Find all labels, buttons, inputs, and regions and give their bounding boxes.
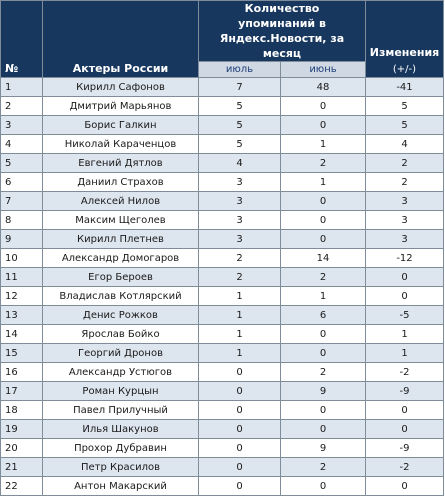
cell-number: 1 [1,78,43,97]
cell-number: 15 [1,344,43,363]
cell-june: 9 [281,382,366,401]
table-row [1,268,444,287]
cell-june: 0 [281,325,366,344]
cell-change: 1 [366,325,444,344]
table-body [1,78,444,496]
cell-change: -5 [366,306,444,325]
cell-number: 4 [1,135,43,154]
table-row [1,287,444,306]
cell-july: 1 [199,325,281,344]
cell-june: 0 [281,230,366,249]
cell-actor: Владислав Котлярский [43,287,199,306]
cell-number: 18 [1,401,43,420]
table-row [1,230,444,249]
table-row [1,439,444,458]
cell-june: 2 [281,268,366,287]
table-row [1,249,444,268]
table-row [1,135,444,154]
cell-june: 0 [281,97,366,116]
cell-july: 0 [199,439,281,458]
table-row [1,173,444,192]
cell-number: 6 [1,173,43,192]
cell-number: 19 [1,420,43,439]
cell-june: 0 [281,401,366,420]
table-row [1,306,444,325]
cell-june: 0 [281,344,366,363]
column-header-actor: Актеры России [43,1,199,78]
cell-number: 2 [1,97,43,116]
cell-july: 0 [199,382,281,401]
table-row [1,458,444,477]
cell-actor: Прохор Дубравин [43,439,199,458]
cell-change: -9 [366,382,444,401]
cell-june: 0 [281,211,366,230]
cell-july: 5 [199,135,281,154]
cell-actor: Борис Галкин [43,116,199,135]
cell-number: 21 [1,458,43,477]
cell-number: 3 [1,116,43,135]
cell-june: 9 [281,439,366,458]
cell-july: 2 [199,268,281,287]
cell-july: 4 [199,154,281,173]
cell-number: 12 [1,287,43,306]
cell-number: 13 [1,306,43,325]
cell-number: 9 [1,230,43,249]
table-row [1,97,444,116]
cell-change: -2 [366,363,444,382]
cell-july: 7 [199,78,281,97]
cell-change: 0 [366,287,444,306]
cell-change: 5 [366,97,444,116]
cell-june: 1 [281,287,366,306]
column-header-number: № [1,1,43,78]
cell-july: 2 [199,249,281,268]
cell-change: 3 [366,211,444,230]
cell-number: 7 [1,192,43,211]
cell-actor: Павел Прилучный [43,401,199,420]
cell-july: 3 [199,230,281,249]
cell-actor: Алексей Нилов [43,192,199,211]
cell-july: 1 [199,287,281,306]
cell-july: 0 [199,401,281,420]
table-row [1,154,444,173]
cell-june: 48 [281,78,366,97]
cell-change: -2 [366,458,444,477]
cell-june: 2 [281,458,366,477]
cell-actor: Егор Бероев [43,268,199,287]
cell-change: 0 [366,420,444,439]
cell-actor: Роман Курцын [43,382,199,401]
table-row [1,477,444,496]
cell-june: 1 [281,173,366,192]
cell-change: 0 [366,268,444,287]
cell-number: 22 [1,477,43,496]
cell-june: 0 [281,116,366,135]
cell-july: 0 [199,420,281,439]
cell-change: 3 [366,192,444,211]
cell-july: 5 [199,97,281,116]
cell-change: 0 [366,401,444,420]
cell-actor: Илья Шакунов [43,420,199,439]
cell-june: 6 [281,306,366,325]
cell-change: -41 [366,78,444,97]
cell-change: 2 [366,154,444,173]
cell-june: 2 [281,154,366,173]
cell-june: 2 [281,363,366,382]
table-row [1,192,444,211]
cell-july: 1 [199,344,281,363]
cell-june: 1 [281,135,366,154]
cell-actor: Александр Устюгов [43,363,199,382]
cell-change: 1 [366,344,444,363]
cell-july: 0 [199,363,281,382]
cell-actor: Максим Щеголев [43,211,199,230]
table-row [1,420,444,439]
table-row [1,211,444,230]
cell-change: 5 [366,116,444,135]
cell-actor: Николай Караченцов [43,135,199,154]
cell-number: 8 [1,211,43,230]
subheader-june: июнь [281,62,366,78]
cell-actor: Дмитрий Марьянов [43,97,199,116]
cell-june: 0 [281,192,366,211]
cell-july: 5 [199,116,281,135]
table-row [1,382,444,401]
cell-number: 20 [1,439,43,458]
cell-number: 10 [1,249,43,268]
cell-change: 0 [366,477,444,496]
cell-actor: Петр Красилов [43,458,199,477]
cell-actor: Антон Макарский [43,477,199,496]
cell-number: 16 [1,363,43,382]
cell-actor: Александр Домогаров [43,249,199,268]
cell-july: 1 [199,306,281,325]
cell-july: 0 [199,477,281,496]
cell-actor: Кирилл Плетнев [43,230,199,249]
cell-number: 11 [1,268,43,287]
cell-actor: Кирилл Сафонов [43,78,199,97]
column-header-mentions: Количество упоминаний в Яндекс.Новости, за месяц [199,1,366,62]
cell-change: 3 [366,230,444,249]
table-row [1,78,444,97]
table-row [1,116,444,135]
table-row [1,344,444,363]
cell-actor: Георгий Дронов [43,344,199,363]
cell-june: 14 [281,249,366,268]
subheader-change: (+/-) [366,62,444,78]
cell-july: 3 [199,211,281,230]
table-row [1,401,444,420]
cell-june: 0 [281,420,366,439]
cell-change: 2 [366,173,444,192]
cell-number: 5 [1,154,43,173]
column-header-change: Изменения [366,1,444,62]
cell-june: 0 [281,477,366,496]
cell-actor: Евгений Дятлов [43,154,199,173]
cell-july: 0 [199,458,281,477]
cell-number: 17 [1,382,43,401]
cell-change: 4 [366,135,444,154]
cell-number: 14 [1,325,43,344]
subheader-july: июль [199,62,281,78]
cell-actor: Денис Рожков [43,306,199,325]
cell-july: 3 [199,192,281,211]
cell-actor: Даниил Страхов [43,173,199,192]
table-row [1,325,444,344]
cell-actor: Ярослав Бойко [43,325,199,344]
cell-change: -12 [366,249,444,268]
cell-july: 3 [199,173,281,192]
cell-change: -9 [366,439,444,458]
table-row [1,363,444,382]
